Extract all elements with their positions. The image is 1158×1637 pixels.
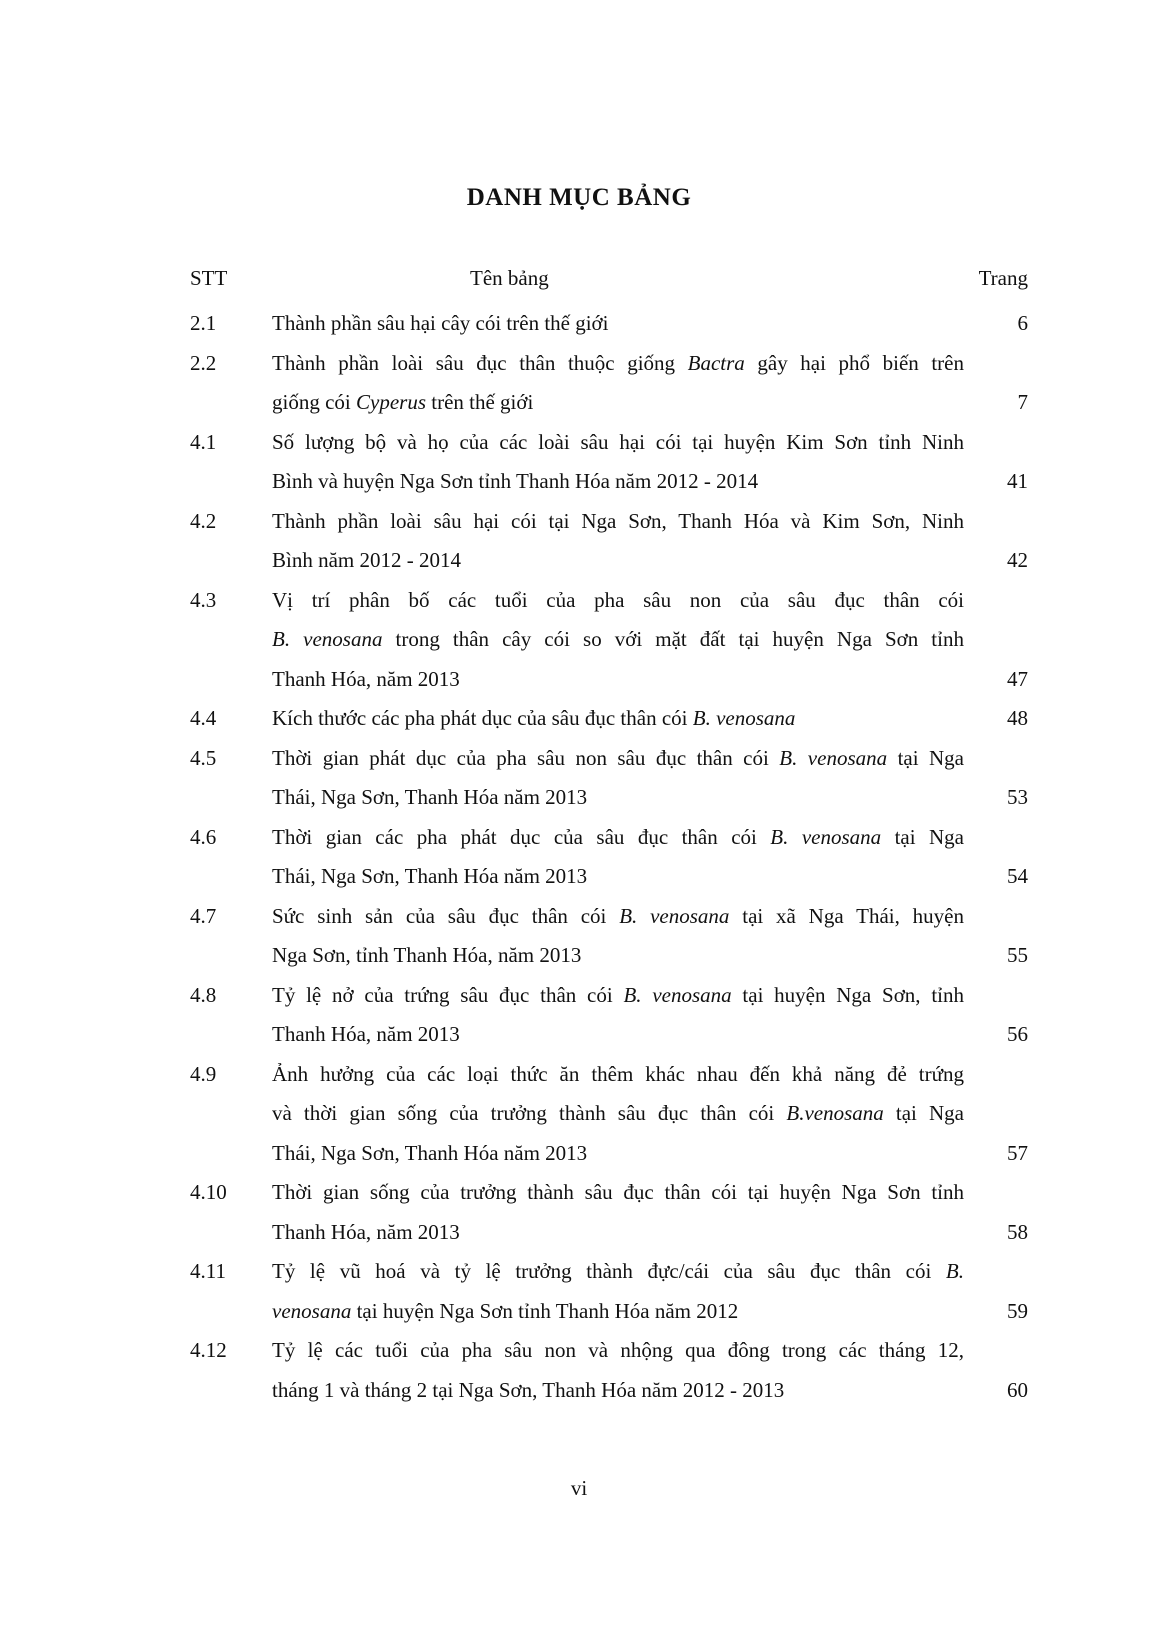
- entry-number: 4.11: [190, 1259, 226, 1283]
- entry-page: 6: [1017, 311, 1028, 335]
- entry-page: 48: [1007, 706, 1028, 730]
- entry-title: Kích thước các pha phát dục của sâu đục thân cói B. venosana: [272, 706, 796, 730]
- page-title: DANH MỤC BẢNG: [466, 184, 692, 211]
- header-page: Trang: [978, 266, 1028, 290]
- entry-title: Thời gian các pha phát dục của sâu đục thân cói B. venosana tại Nga Thái, Nga Sơn, Thanh Hóa năm 2013: [272, 824, 964, 888]
- entry-number: 4.2: [190, 508, 217, 533]
- entry-page: 54: [1007, 864, 1028, 888]
- entry-page: 41: [1007, 469, 1028, 493]
- list-item: [0, 818, 1158, 897]
- list-item: [0, 976, 1158, 1055]
- list-item: [0, 1252, 1158, 1331]
- entry-page: 57: [1007, 1140, 1028, 1165]
- entry-number: 4.10: [190, 1180, 227, 1204]
- entry-title: Tỷ lệ nở của trứng sâu đục thân cói B. venosana tại huyện Nga Sơn, tỉnh Thanh Hóa, năm 2013: [272, 982, 964, 1046]
- header-stt: STT: [190, 266, 228, 290]
- entry-title: Ảnh hưởng của các loại thức ăn thêm khác nhau đến khả năng đẻ trứng và thời gian sống của trưởng thành sâu đục thân cói B.venosana tại Nga Thái, Nga Sơn, Thanh Hóa năm 2013: [272, 1061, 964, 1165]
- entry-title: Số lượng bộ và họ của các loài sâu hại cói tại huyện Kim Sơn tỉnh Ninh Bình và huyện Nga Sơn tỉnh Thanh Hóa năm 2012 - 2014: [272, 429, 964, 493]
- entry-number: 2.2: [190, 350, 217, 375]
- entry-title: Tỷ lệ các tuổi của pha sâu non và nhộng qua đông trong các tháng 12, tháng 1 và tháng 2 tại Nga Sơn, Thanh Hóa năm 2012 - 2013: [272, 1338, 964, 1402]
- list-item: [0, 423, 1158, 502]
- list-item: [0, 739, 1158, 818]
- entry-title: Thời gian phát dục của pha sâu non sâu đục thân cói B. venosana tại Nga Thái, Nga Sơn, Thanh Hóa năm 2013: [272, 745, 964, 809]
- list-item: [0, 1331, 1158, 1410]
- list-item: [0, 581, 1158, 700]
- entry-page: 7: [1017, 390, 1028, 414]
- list-item: [0, 344, 1158, 423]
- entry-number: 4.6: [190, 824, 217, 849]
- entry-number: 4.7: [190, 903, 217, 928]
- list-item: [0, 699, 1158, 739]
- entry-number: 4.5: [190, 745, 217, 770]
- entry-title: Thành phần sâu hại cây cói trên thế giới: [272, 311, 609, 335]
- entry-number: 2.1: [190, 311, 217, 335]
- entry-page: 55: [1007, 943, 1028, 967]
- entry-page: 42: [1007, 548, 1028, 572]
- entry-title: Vị trí phân bố các tuổi của pha sâu non của sâu đục thân cói B. venosana trong thân cây cói so với mặt đất tại huyện Nga Sơn tỉnh Thanh Hóa, năm 2013: [272, 587, 964, 691]
- entry-title: Thành phần loài sâu hại cói tại Nga Sơn, Thanh Hóa và Kim Sơn, Ninh Bình năm 2012 - 2014: [272, 508, 964, 572]
- entry-page: 56: [1007, 1022, 1028, 1046]
- entry-number: 4.4: [190, 706, 217, 730]
- entry-title: Sức sinh sản của sâu đục thân cói B. venosana tại xã Nga Thái, huyện Nga Sơn, tỉnh Thanh Hóa, năm 2013: [272, 903, 964, 967]
- table-list: [0, 304, 1158, 1410]
- entry-number: 4.9: [190, 1061, 217, 1086]
- entry-number: 4.8: [190, 982, 217, 1007]
- entry-title: Tỷ lệ vũ hoá và tỷ lệ trưởng thành đực/cái của sâu đục thân cói B. venosana tại huyện Nga Sơn tỉnh Thanh Hóa năm 2012: [272, 1259, 964, 1323]
- list-item: [0, 304, 1158, 344]
- entry-number: 4.3: [190, 587, 217, 612]
- entry-number: 4.12: [190, 1338, 227, 1362]
- list-item: [0, 1173, 1158, 1252]
- list-item: [0, 897, 1158, 976]
- list-item: [0, 502, 1158, 581]
- entry-number: 4.1: [190, 429, 217, 454]
- entry-page: 53: [1007, 785, 1028, 809]
- entry-page: 59: [1007, 1298, 1028, 1323]
- entry-page: 60: [1007, 1377, 1028, 1402]
- list-item: [0, 1055, 1158, 1174]
- entry-page: 47: [1007, 666, 1028, 691]
- entry-title: Thành phần loài sâu đục thân thuộc giống Bactra gây hại phổ biến trên giống cói Cyperus trên thế giới: [272, 350, 964, 414]
- entry-title: Thời gian sống của trưởng thành sâu đục thân cói tại huyện Nga Sơn tỉnh Thanh Hóa, năm 2013: [272, 1180, 964, 1244]
- page-number: vi: [570, 1476, 588, 1500]
- header-table-name: Tên bảng: [470, 266, 549, 290]
- entry-page: 58: [1007, 1219, 1028, 1244]
